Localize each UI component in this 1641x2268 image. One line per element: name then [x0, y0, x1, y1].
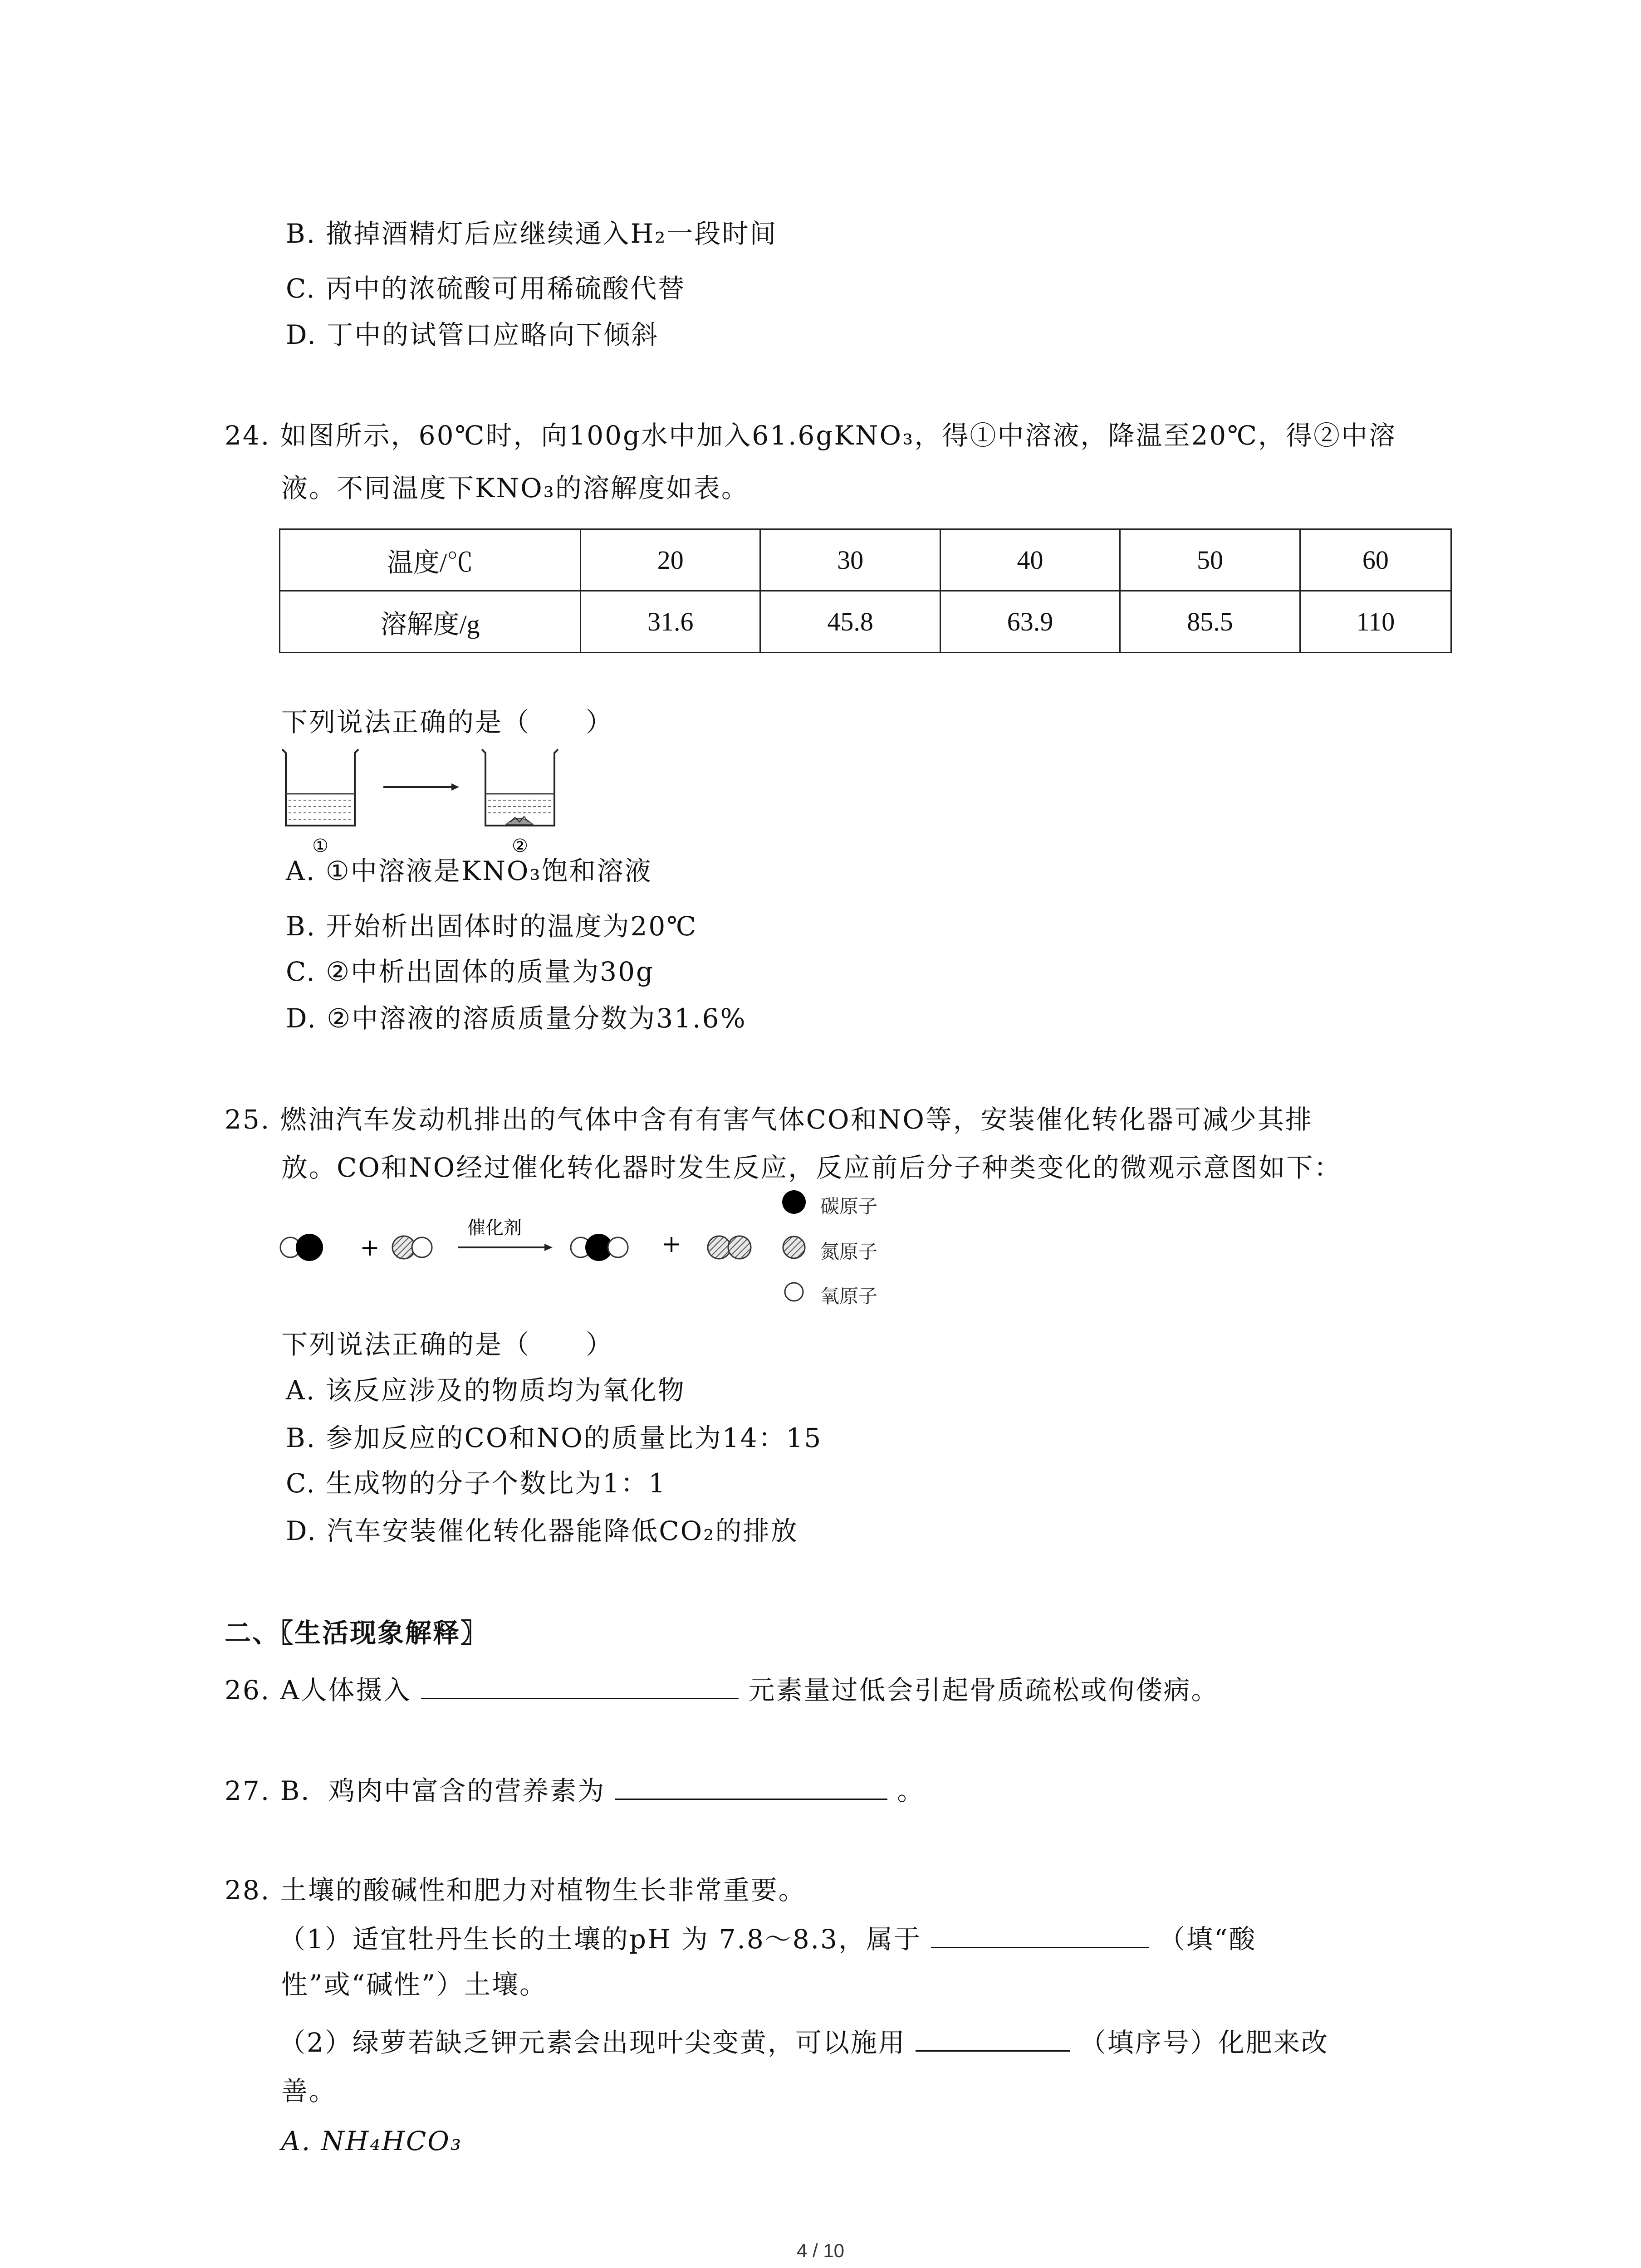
atom-legend-icons — [780, 1184, 808, 1325]
q27-answer-blank[interactable] — [615, 1771, 887, 1800]
co2-molecule-icon — [571, 1234, 628, 1261]
q25-option-a: A. 该反应涉及的物质均为氧化物 — [286, 1375, 686, 1406]
table-cell: 31.6 — [581, 591, 760, 653]
q24-option-c: C. ②中析出固体的质量为30g — [286, 956, 655, 987]
co-molecule-icon — [280, 1234, 323, 1261]
legend-carbon: 碳原子 — [820, 1196, 878, 1217]
table-header-solubility: 溶解度/g — [280, 591, 581, 653]
q26-text-after: 元素量过低会引起骨质疏松或佝偻病。 — [748, 1675, 1219, 1706]
q28-part1-text-after: （填“酸 — [1158, 1924, 1257, 1955]
q28-part1-answer-blank[interactable] — [931, 1920, 1149, 1948]
q26-text-before: 26. A人体摄入 — [225, 1675, 411, 1706]
table-cell: 63.9 — [940, 591, 1120, 653]
table-cell: 85.5 — [1120, 591, 1300, 653]
q26-line — [225, 1671, 1219, 1708]
beaker-1-icon — [282, 749, 358, 826]
q28-part1-line1 — [279, 1920, 1257, 1957]
q23-option-d: D. 丁中的试管口应略向下倾斜 — [286, 319, 659, 350]
q25-option-b: B. 参加反应的CO和NO的质量比为14：15 — [286, 1422, 823, 1453]
q25-prompt: 下列说法正确的是（ ） — [281, 1329, 614, 1360]
q28-part2-answer-blank[interactable] — [916, 2023, 1070, 2052]
q24-option-d: D. ②中溶液的溶质质量分数为31.6% — [286, 1003, 747, 1034]
q28-part2-text-after: （填序号）化肥来改 — [1079, 2027, 1329, 2058]
q25-option-d: D. 汽车安装催化转化器能降低CO₂的排放 — [286, 1515, 798, 1546]
table-cell: 20 — [581, 529, 760, 591]
n2-molecule-icon — [708, 1236, 751, 1259]
q23-option-c: C. 丙中的浓硫酸可用稀硫酸代替 — [286, 273, 686, 304]
carbon-atom-icon — [782, 1190, 806, 1214]
beaker-diagram — [272, 744, 590, 862]
q27-text-before: 27. B．鸡肉中富含的营养素为 — [225, 1775, 606, 1806]
q24-option-b: B. 开始析出固体时的温度为20℃ — [286, 911, 698, 942]
table-cell: 60 — [1300, 529, 1451, 591]
q28-part1-line2: 性”或“碱性”）土壤。 — [281, 1969, 547, 2000]
q24-prompt: 下列说法正确的是（ ） — [281, 707, 614, 738]
table-cell: 30 — [760, 529, 940, 591]
plus-sign-2: + — [661, 1231, 681, 1258]
table-header-temperature: 温度/℃ — [280, 529, 581, 591]
table-cell: 40 — [940, 529, 1120, 591]
beaker-1-label: ① — [312, 836, 328, 856]
beaker-2-icon — [482, 749, 558, 826]
reaction-arrow-icon — [458, 1244, 553, 1251]
q28-part2-line1 — [279, 2023, 1329, 2061]
q27-text-after: 。 — [897, 1775, 925, 1806]
q25-stem-line1: 25. 燃油汽车发动机排出的气体中含有有害气体CO和NO等，安装催化转化器可减少其排 — [225, 1104, 1313, 1135]
arrow-icon — [383, 783, 459, 791]
q28-stem: 28. 土壤的酸碱性和肥力对植物生长非常重要。 — [225, 1875, 806, 1906]
section-2-title: 二、〖生活现象解释〗 — [225, 1618, 489, 1648]
q24-stem-line1: 24. 如图所示，60℃时，向100g水中加入61.6gKNO₃，得①中溶液，降温至20℃，得②中溶 — [225, 420, 1397, 451]
q25-option-c: C. 生成物的分子个数比为1：1 — [286, 1468, 666, 1499]
q26-answer-blank[interactable] — [421, 1671, 739, 1699]
table-row — [280, 529, 1451, 591]
q23-option-b: B. 撤掉酒精灯后应继续通入H₂一段时间 — [286, 218, 778, 249]
table-row — [280, 591, 1451, 653]
table-cell: 45.8 — [760, 591, 940, 653]
oxygen-atom-icon — [785, 1283, 803, 1301]
q24-stem-line2: 液。不同温度下KNO₃的溶解度如表。 — [281, 473, 749, 503]
q28-part2-line2: 善。 — [281, 2076, 337, 2107]
no-molecule-icon — [392, 1236, 432, 1259]
table-cell: 110 — [1300, 591, 1451, 653]
q28-part1-text-before: （1）适宜牡丹生长的土壤的pH 为 7.8～8.3，属于 — [279, 1924, 921, 1955]
catalyst-label: 催化剂 — [467, 1217, 522, 1238]
q28-part2-text-before: （2）绿萝若缺乏钾元素会出现叶尖变黄，可以施用 — [279, 2027, 906, 2058]
solubility-table — [279, 528, 1452, 653]
q28-option-a: A. NH₄HCO₃ — [281, 2126, 463, 2156]
plus-sign-1: + — [360, 1234, 380, 1261]
q25-stem-line2: 放。CO和NO经过催化转化器时发生反应，反应前后分子种类变化的微观示意图如下： — [281, 1152, 1342, 1183]
q24-option-a: A. ①中溶液是KNO₃饱和溶液 — [286, 855, 652, 886]
legend-nitrogen: 氮原子 — [820, 1241, 878, 1262]
legend-oxygen: 氧原子 — [820, 1286, 878, 1307]
reaction-diagram — [272, 1207, 907, 1297]
page-number: 4 / 10 — [796, 2240, 845, 2261]
beaker-2-label: ② — [512, 836, 528, 856]
nitrogen-atom-icon — [783, 1237, 805, 1258]
table-cell: 50 — [1120, 529, 1300, 591]
q27-line — [225, 1771, 925, 1809]
